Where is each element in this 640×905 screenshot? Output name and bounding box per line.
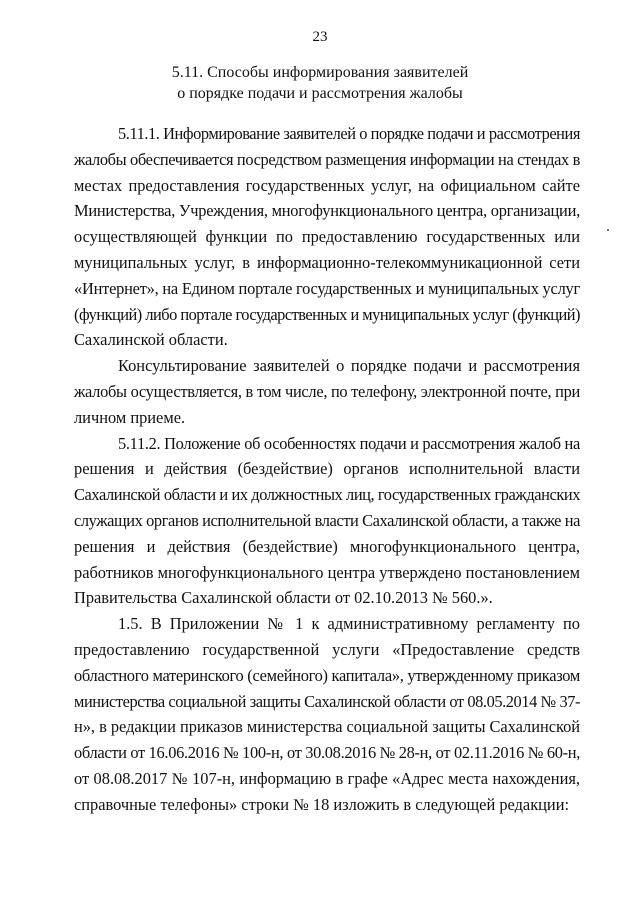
text-line: (функций) либо портале государственных и муниципальных услуг (функций) (74, 304, 580, 324)
paragraph-1-5 (74, 611, 580, 817)
page-number: 23 (312, 29, 328, 45)
text-line: министерства социальной защиты Сахалинской области от 08.05.2014 № 37- (74, 691, 581, 711)
section-title (0, 62, 640, 104)
text-line: от 08.08.2017 № 107-н, информацию в графе «Адрес места нахождения, (74, 768, 580, 788)
text-line: областного материнского (семейного) капитала», утвержденному приказом (74, 665, 580, 685)
paragraph-5-11-2 (74, 431, 580, 612)
text-line: 5.11.1. Информирование заявителей о порядке подачи и рассмотрения (118, 124, 580, 143)
text-line: жалобы осуществляется, в том числе, по телефону, электронной почте, при (74, 381, 580, 401)
body-text (74, 121, 580, 818)
text-line: 5.11.2. Положение об особенностях подачи и рассмотрения жалоб на (118, 433, 580, 453)
text-line: личном приеме. (74, 407, 186, 427)
text-line: муниципальных услуг, в информационно-телекоммуникационной сети (74, 252, 580, 272)
text-line: жалобы обеспечивается посредством размещения информации на стендах в (74, 149, 580, 169)
text-line: «Интернет», на Едином портале государственных и муниципальных услуг (74, 278, 581, 298)
section-title-line: о порядке подачи и рассмотрения жалобы (177, 85, 463, 102)
text-line: н», в редакции приказов министерства социальной защиты Сахалинской (74, 717, 580, 737)
text-line: области от 16.06.2016 № 100-н, от 30.08.2016 № 28-н, от 02.11.2016 № 60-н, (74, 743, 581, 763)
text-line: Министерства, Учреждения, многофункционального центра, организации, (74, 201, 580, 221)
paragraph-consulting (74, 353, 580, 430)
text-line: служащих органов исполнительной власти Сахалинской области, а также на (74, 510, 580, 530)
text-line: справочные телефоны» строки № 18 изложить в следующей редакции: (74, 794, 570, 814)
text-line: 1.5. В Приложении № 1 к административному регламенту по (118, 614, 580, 634)
text-line: предоставлению государственной услуги «Предоставление средств (74, 639, 580, 659)
text-line: Сахалинской области и их должностных лиц, государственных гражданских (74, 485, 581, 505)
text-line: работников многофункционального центра утверждено постановлением (74, 562, 581, 582)
text-line: Сахалинской области. (74, 330, 228, 350)
text-line: Консультирование заявителей о порядке подачи и рассмотрения (118, 356, 580, 376)
text-line: решения и действия (бездействие) многофункционального центра, (74, 536, 580, 556)
paragraph-5-11-1 (74, 121, 580, 353)
text-line: решения и действия (бездействие) органов исполнительной власти (74, 459, 580, 479)
text-line: местах предоставления государственных услуг, на официальном сайте (74, 175, 580, 195)
text-line: осуществляющей функции по предоставлению государственных или (74, 227, 580, 247)
scan-speck (607, 229, 609, 231)
section-title-line: 5.11. Способы информирования заявителей (171, 64, 469, 81)
text-line: Правительства Сахалинской области от 02.10.2013 № 560.». (74, 588, 493, 608)
